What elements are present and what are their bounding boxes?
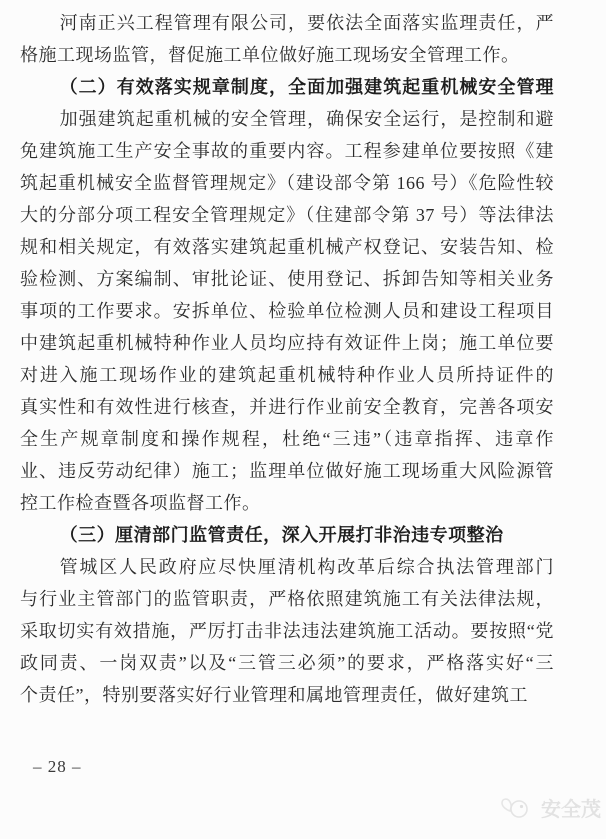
text-line: 事项的工作要求。安拆单位、检验单位检测人员和建设工程项目	[20, 301, 554, 321]
text-line: 全生产规章制度和操作规程，杜绝“三违”（违章指挥、违章作	[20, 429, 554, 449]
text-line: 中建筑起重机械特种作业人员均应持有效证件上岗；施工单位要	[20, 333, 554, 353]
text-line: 管城区人民政府应尽快厘清机构改革后综合执法管理部门	[59, 557, 554, 577]
text-line: 免建筑施工生产安全事故的重要内容。工程参建单位要按照《建	[20, 141, 554, 161]
text-line: 验检测、方案编制、审批论证、使用登记、拆卸告知等相关业务	[20, 269, 554, 289]
text-line: 采取切实有效措施，严厉打击非法违法建筑施工活动。要按照“党	[20, 621, 554, 641]
text-line: 个责任”，特别要落实好行业管理和属地管理责任，做好建筑工	[20, 685, 528, 705]
section-heading: （二）有效落实规章制度，全面加强建筑起重机械安全管理	[59, 77, 554, 97]
text-line: 格施工现场监管，督促施工单位做好施工现场安全管理工作。	[20, 45, 520, 65]
section-heading: （三）厘清部门监管责任，深入开展打非治违专项整治	[59, 525, 504, 545]
text-line: 业、违反劳动纪律）施工；监理单位做好施工现场重大风险源管	[20, 461, 554, 481]
text-line: 政同责、一岗双责”以及“三管三必须”的要求，严格落实好“三	[20, 653, 554, 673]
text-line: 控工作检查暨各项监督工作。	[20, 493, 261, 513]
document-body	[20, 7, 554, 711]
watermark	[500, 793, 601, 822]
text-line: 大的分部分项工程安全管理规定》（住建部令第 37 号）等法律法	[20, 205, 554, 225]
text-line: 真实性和有效性进行核查，并进行作业前安全教育，完善各项安	[20, 397, 554, 417]
text-line: 与行业主管部门的监管职责，严格依照建筑施工有关法律法规，	[20, 589, 554, 609]
text-line: 对进入施工现场作业的建筑起重机械特种作业人员所持证件的	[20, 365, 554, 385]
text-line: 加强建筑起重机械的安全管理，确保安全运行，是控制和避	[59, 109, 554, 129]
text-line: 河南正兴工程管理有限公司，要依法全面落实监理责任，严	[59, 13, 554, 33]
text-line: 筑起重机械安全监督管理规定》（建设部令第 166 号）《危险性较	[20, 173, 554, 193]
text-line: 规和相关规定，有效落实建筑起重机械产权登记、安装告知、检	[20, 237, 554, 257]
watermark-label: 安全茂	[541, 799, 601, 821]
page-number: – 28 –	[33, 757, 82, 776]
safety-mao-logo-icon	[500, 796, 536, 820]
